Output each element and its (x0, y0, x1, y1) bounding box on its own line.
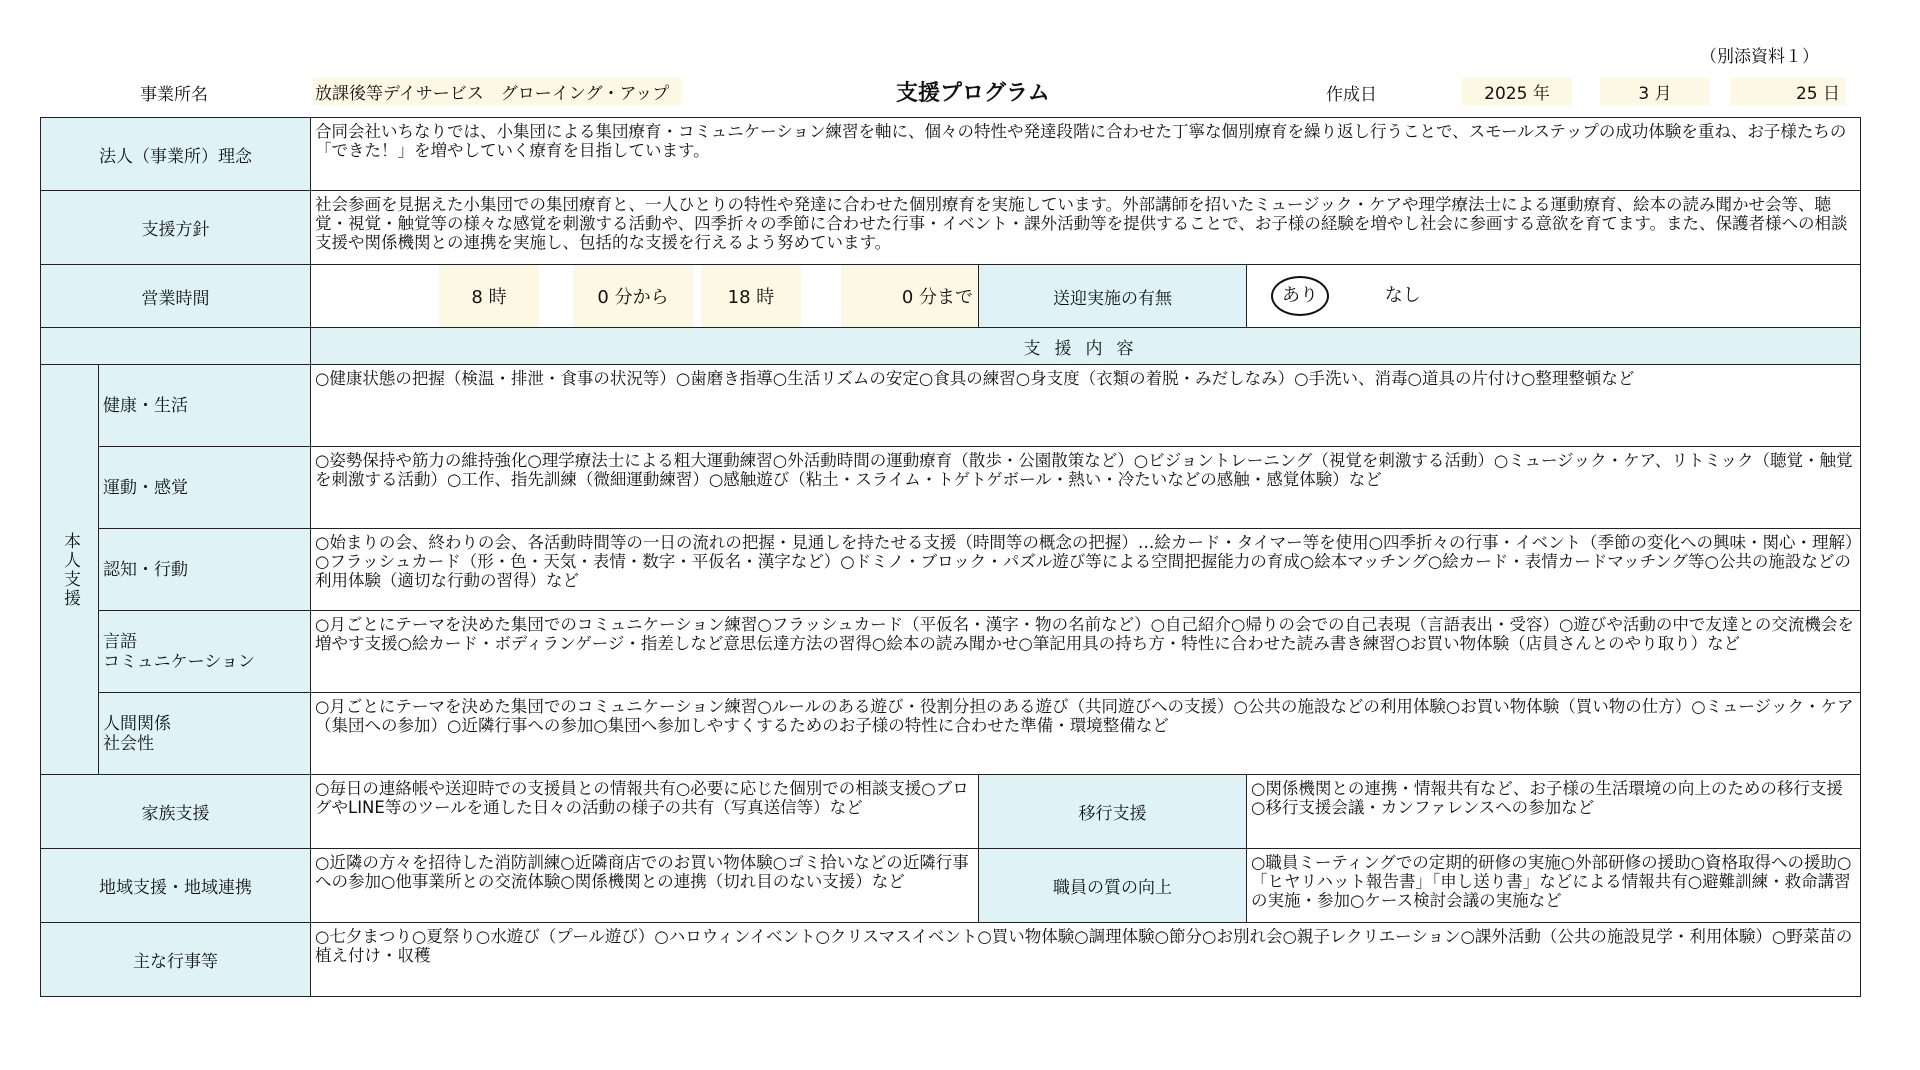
hours-label: 営業時間 (41, 265, 311, 328)
language-label (99, 611, 311, 693)
community-label: 地域支援・地域連携 (41, 849, 311, 923)
staff-text: ○職員ミーティングでの定期的研修の実施○外部研修の援助○資格取得への援助○「ヒヤリハット報告書」「申し送り書」などによる情報共有○避難訓練・救命講習の実施・参加○ケース検討会議の実施など (1247, 849, 1861, 923)
support-header-blank (41, 328, 311, 365)
events-label: 主な行事等 (41, 923, 311, 997)
cognition-label: 認知・行動 (99, 529, 311, 611)
hours-cell (311, 265, 979, 328)
language-label-line1: 言語 (103, 631, 137, 652)
end-minute: 0 分まで (841, 265, 977, 327)
date-day: 25 日 (1730, 78, 1846, 105)
social-label-line1: 人間関係 (103, 713, 171, 734)
date-label: 作成日 (1326, 85, 1377, 105)
motor-label: 運動・感覚 (99, 447, 311, 529)
personal-support-text: 本人支援 (60, 531, 80, 608)
date-year: 2025 年 (1462, 78, 1572, 105)
events-row (41, 923, 1861, 997)
philosophy-label: 法人（事業所）理念 (41, 118, 311, 191)
page-title: 支援プログラム (896, 81, 1050, 106)
community-staff-row (41, 849, 1861, 923)
philosophy-row (41, 118, 1861, 191)
motor-row (41, 447, 1861, 529)
date-month: 3 月 (1600, 78, 1710, 105)
policy-row (41, 191, 1861, 265)
staff-label: 職員の質の向上 (979, 849, 1247, 923)
hours-row (41, 265, 1861, 328)
transition-text: ○関係機関との連携・情報共有など、お子様の生活環境の向上のための移行支援○移行支援会議・カンファレンスへの参加など (1247, 775, 1861, 849)
cognition-row (41, 529, 1861, 611)
attachment-label: （別添資料１） (1700, 47, 1819, 67)
policy-text: 社会参画を見据えた小集団での集団療育と、一人ひとりの特性や発達に合わせた個別療育を実施しています。外部講師を招いたミュージック・ケアや理学療法士による運動療育、絵本の読み聞かせ会等、聴覚・視覚・触覚等の様々な感覚を刺激する活動や、四季折々の季節に合わせた行事・イベント・課外活動等を提供することで、お子様の経験を増やし社会に参画する意欲を育てます。また、保護者様への相談支援や関係機関との連携を実施し、包括的な支援を行えるよう努めています。 (311, 191, 1861, 265)
motor-text: ○姿勢保持や筋力の維持強化○理学療法士による粗大運動練習○外活動時間の運動療育（散歩・公園散策など）○ビジョントレーニング（視覚を刺激する活動）○ミュージック・ケア、リトミック（聴覚・触覚を刺激する活動）○工作、指先訓練（微細運動練習）○感触遊び（粘土・スライム・トゲトゲボール・熱い・冷たいなどの感触・感覚体験）など (311, 447, 1861, 529)
personal-support-label (41, 365, 99, 775)
end-hour: 18 時 (701, 265, 801, 327)
transition-label: 移行支援 (979, 775, 1247, 849)
transport-yes-circled: あり (1271, 276, 1329, 316)
transport-no: なし (1384, 285, 1421, 306)
health-text: ○健康状態の把握（検温・排泄・食事の状況等）○歯磨き指導○生活リズムの安定○食具の練習○身支度（衣類の着脱・みだしなみ）○手洗い、消毒○道具の片付け○整理整頓など (311, 365, 1861, 447)
social-row (41, 693, 1861, 775)
support-program-table (40, 117, 1861, 997)
family-label: 家族支援 (41, 775, 311, 849)
health-row (41, 365, 1861, 447)
office-label: 事業所名 (140, 85, 208, 105)
language-row (41, 611, 1861, 693)
family-transition-row (41, 775, 1861, 849)
language-text: ○月ごとにテーマを決めた集団でのコミュニケーション練習○フラッシュカード（平仮名・漢字・物の名前など）○自己紹介○帰りの会での自己表現（言語表出・受容）○遊びや活動の中で友達との交流機会を増やす支援○絵カード・ボディランゲージ・指差しなど意思伝達方法の習得○絵本の読み聞かせ○筆記用具の持ち方・特性に合わせた読み書き練習○お買い物体験（店員さんとのやり取り）など (311, 611, 1861, 693)
office-name: 放課後等デイサービス グローイング・アップ (313, 78, 681, 105)
start-minute: 0 分から (573, 265, 693, 327)
support-content-header: 支援内容 (311, 328, 1861, 365)
social-label-line2: 社会性 (103, 733, 154, 754)
social-text: ○月ごとにテーマを決めた集団でのコミュニケーション練習○ルールのある遊び・役割分担のある遊び（共同遊びへの支援）○公共の施設などの利用体験○お買い物体験（買い物の仕方）○ミュージック・ケア（集団への参加）○近隣行事への参加○集団へ参加しやすくするためのお子様の特性に合わせた準備・環境整備など (311, 693, 1861, 775)
language-label-line2: コミュニケーション (103, 651, 255, 672)
transport-label: 送迎実施の有無 (979, 265, 1247, 328)
transport-options (1247, 265, 1861, 328)
community-text: ○近隣の方々を招待した消防訓練○近隣商店でのお買い物体験○ゴミ拾いなどの近隣行事への参加○他事業所との交流体験○関係機関との連携（切れ目のない支援）など (311, 849, 979, 923)
philosophy-text: 合同会社いちなりでは、小集団による集団療育・コミュニケーション練習を軸に、個々の特性や発達段階に合わせた丁寧な個別療育を繰り返し行うことで、スモールステップの成功体験を重ね、お子様たちの「できた！」を増やしていく療育を目指しています。 (311, 118, 1861, 191)
support-header-row (41, 328, 1861, 365)
health-label: 健康・生活 (99, 365, 311, 447)
family-text: ○毎日の連絡帳や送迎時での支援員との情報共有○必要に応じた個別での相談支援○ブログやLINE等のツールを通した日々の活動の様子の共有（写真送信等）など (311, 775, 979, 849)
social-label (99, 693, 311, 775)
events-text: ○七夕まつり○夏祭り○水遊び（プール遊び）○ハロウィンイベント○クリスマスイベント○買い物体験○調理体験○節分○お別れ会○親子レクリエーション○課外活動（公共の施設見学・利用体験）○野菜苗の植え付け・収穫 (311, 923, 1861, 997)
policy-label: 支援方針 (41, 191, 311, 265)
start-hour: 8 時 (439, 265, 539, 327)
cognition-text: ○始まりの会、終わりの会、各活動時間等の一日の流れの把握・見通しを持たせる支援（時間等の概念の把握）…絵カード・タイマー等を使用○四季折々の行事・イベント（季節の変化への興味・関心・理解）○フラッシュカード（形・色・天気・表情・数字・平仮名・漢字など）○ドミノ・ブロック・パズル遊び等による空間把握能力の育成○絵本マッチング○絵カード・表情カードマッチング等○公共の施設などの利用体験（適切な行動の習得）など (311, 529, 1861, 611)
